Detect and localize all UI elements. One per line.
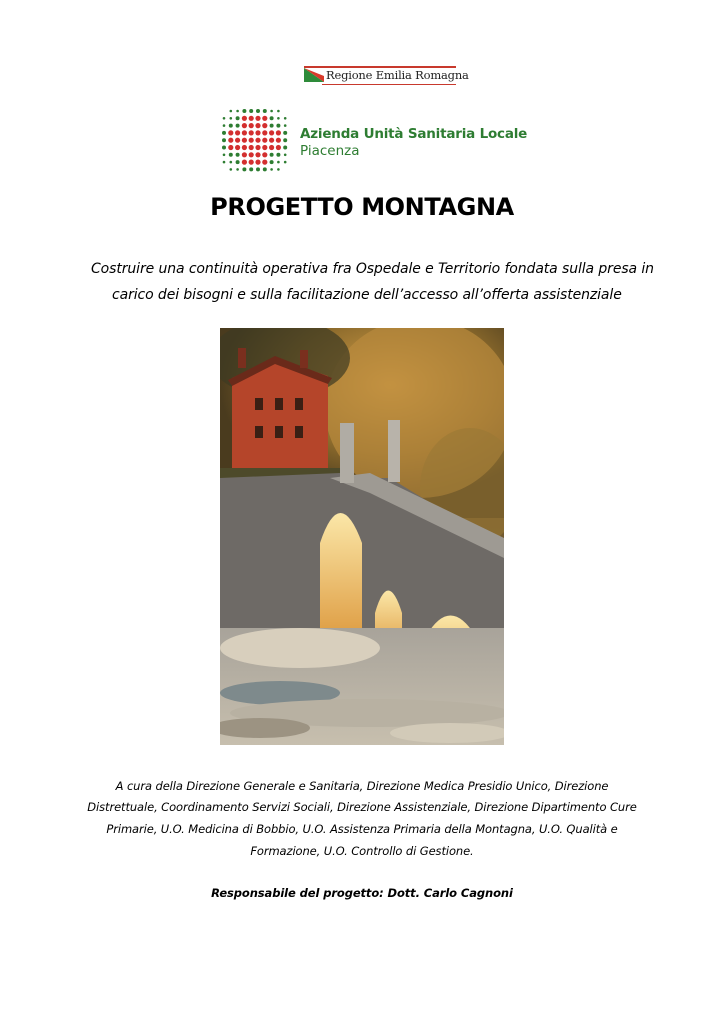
logo-dot <box>236 124 240 128</box>
logo-dot <box>228 138 233 143</box>
logo-dot <box>255 160 260 165</box>
logo-dot <box>223 161 226 164</box>
bridge-photo <box>220 328 504 745</box>
logo-dot <box>284 117 287 120</box>
page-title: PROGETTO MONTAGNA <box>210 193 514 221</box>
logo-dot <box>235 145 240 150</box>
logo-dot <box>262 130 267 135</box>
logo-dot <box>277 117 280 120</box>
logo-dot <box>242 130 247 135</box>
logo-dot <box>235 138 240 143</box>
logo-dot <box>263 109 267 113</box>
logo-dot <box>262 145 267 150</box>
logo-dot <box>255 138 260 143</box>
logo-dot <box>262 123 267 128</box>
logo-dot <box>270 153 274 157</box>
logo-dot <box>230 168 233 171</box>
logo-dot <box>255 130 260 135</box>
logo-dot <box>255 152 260 157</box>
logo-dot <box>242 160 247 165</box>
regione-flag-icon <box>304 68 324 82</box>
logo-dot <box>276 153 280 157</box>
credits-line-2: Distrettuale, Coordinamento Servizi Sociali, Direzione Assistenziale, Direzione Dipartimento Cure <box>87 800 637 814</box>
logo-dot <box>277 168 280 171</box>
logo-dot <box>230 110 233 113</box>
regione-logo-text: Regione Emilia Romagna <box>326 68 469 82</box>
logo-dot <box>242 116 247 121</box>
logo-dot <box>270 110 273 113</box>
logo-dot <box>223 154 226 157</box>
logo-dot <box>249 167 253 171</box>
logo-dot <box>269 138 274 143</box>
logo-dot <box>269 130 274 135</box>
logo-dot <box>255 123 260 128</box>
logo-dot <box>229 124 233 128</box>
logo-dot <box>249 123 254 128</box>
logo-dot <box>230 161 233 164</box>
logo-dot <box>276 145 281 150</box>
logo-dot <box>283 138 287 142</box>
credits-line-3: Primarie, U.O. Medicina di Bobbio, U.O. Assistenza Primaria della Montagna, U.O. Qualità e <box>106 822 618 836</box>
logo-dot <box>276 130 281 135</box>
logo-dot <box>255 145 260 150</box>
subtitle-line-2: carico dei bisogni e sulla facilitazione dell’accesso all’offerta assistenziale <box>112 287 622 303</box>
logo-dot <box>222 146 226 150</box>
logo-dot <box>236 116 240 120</box>
logo-dot <box>249 145 254 150</box>
logo-dot <box>222 131 226 135</box>
logo-dot <box>236 110 239 113</box>
ausl-city: Piacenza <box>300 143 360 159</box>
logo-dot <box>276 124 280 128</box>
logo-dot <box>223 124 226 127</box>
logo-dot <box>242 138 247 143</box>
logo-dot <box>242 123 247 128</box>
logo-dot <box>249 109 253 113</box>
credits-line-4: Formazione, U.O. Controllo di Gestione. <box>250 844 474 858</box>
logo-dot <box>262 138 267 143</box>
logo-dot <box>270 160 274 164</box>
logo-dot <box>242 152 247 157</box>
logo-dot <box>276 138 281 143</box>
logo-dot <box>222 138 226 142</box>
logo-dot <box>223 117 226 120</box>
logo-dot <box>284 154 287 157</box>
logo-dot <box>283 131 287 135</box>
credits-line-1: A cura della Direzione Generale e Sanitaria, Direzione Medica Presidio Unico, Direzione <box>115 779 609 793</box>
logo-dot <box>229 153 233 157</box>
logo-dot <box>228 145 233 150</box>
logo-dot <box>236 160 240 164</box>
logo-dot <box>256 167 260 171</box>
logo-dot <box>270 116 274 120</box>
logo-dot <box>249 152 254 157</box>
logo-dot <box>270 124 274 128</box>
subtitle-line-1: Costruire una continuità operativa fra Ospedale e Territorio fondata sulla presa in <box>91 261 654 277</box>
logo-dot <box>249 130 254 135</box>
logo-dot <box>242 145 247 150</box>
logo-dot <box>270 168 273 171</box>
logo-dot <box>283 146 287 150</box>
logo-dot <box>249 138 254 143</box>
logo-dot <box>249 160 254 165</box>
logo-dot <box>262 152 267 157</box>
logo-dot <box>249 116 254 121</box>
logo-dot <box>284 124 287 127</box>
logo-dot <box>262 116 267 121</box>
logo-dot <box>236 168 239 171</box>
logo-dot <box>255 116 260 121</box>
logo-dot <box>235 130 240 135</box>
ausl-dots-logo-icon <box>220 107 290 173</box>
ausl-name: Azienda Unità Sanitaria Locale <box>300 126 528 142</box>
logo-dot <box>228 130 233 135</box>
logo-rule-bottom <box>322 84 456 85</box>
logo-dot <box>277 110 280 113</box>
logo-dot <box>269 145 274 150</box>
logo-dot <box>263 167 267 171</box>
project-responsible: Responsabile del progetto: Dott. Carlo Cagnoni <box>211 886 513 900</box>
logo-dot <box>242 109 246 113</box>
logo-dot <box>277 161 280 164</box>
regione-emilia-romagna-logo <box>304 66 469 88</box>
logo-dot <box>236 153 240 157</box>
logo-dot <box>242 167 246 171</box>
logo-dot <box>284 161 287 164</box>
logo-dot <box>262 160 267 165</box>
logo-dot <box>256 109 260 113</box>
logo-dot <box>230 117 233 120</box>
